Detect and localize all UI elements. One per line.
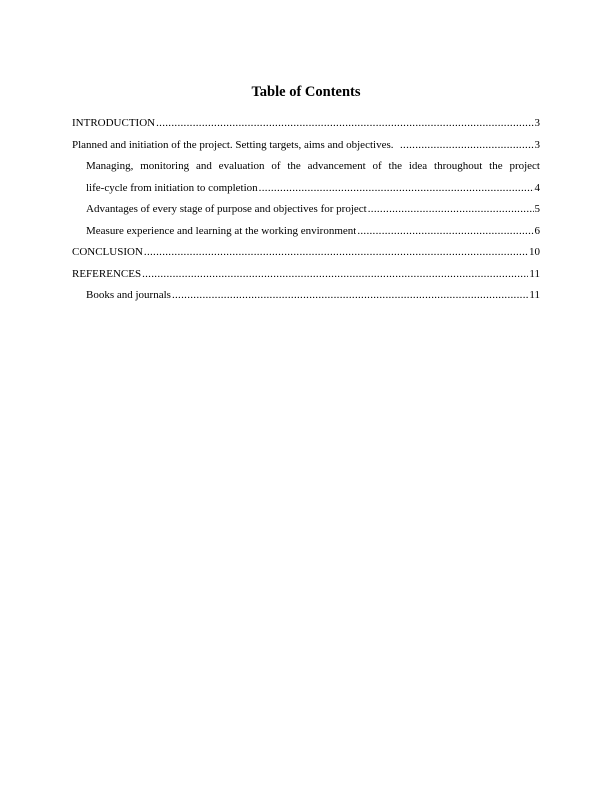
toc-entry-second-line xyxy=(86,178,540,200)
toc-dot-leader xyxy=(357,221,533,243)
toc-page-number: 4 xyxy=(534,181,540,194)
toc-entry-label-line2: life-cycle from initiation to completion xyxy=(86,181,258,194)
toc-dot-leader xyxy=(144,242,528,264)
toc-entry-advantages[interactable] xyxy=(72,199,540,221)
toc-entry-introduction[interactable] xyxy=(72,113,540,135)
toc-entry-label: INTRODUCTION xyxy=(72,117,156,129)
toc-dot-leader xyxy=(259,178,534,200)
toc-dot-leader xyxy=(156,113,533,135)
toc-entry-conclusion[interactable] xyxy=(72,242,540,264)
toc-entry-label: Measure experience and learning at the working environment xyxy=(86,224,357,237)
toc-entry-label: REFERENCES xyxy=(72,267,142,280)
toc-page-number: 11 xyxy=(529,289,540,301)
toc-entry-planned-initiation[interactable] xyxy=(72,135,540,157)
toc-dot-leader xyxy=(142,264,528,286)
toc-title: Table of Contents xyxy=(251,84,361,100)
toc-entry-label-line1: Managing, monitoring and evaluation of the advancement of the idea throughout the project xyxy=(86,160,540,172)
toc-dot-leader xyxy=(368,199,534,221)
toc-entry-label: Books and journals xyxy=(86,289,171,301)
toc-entry-references[interactable] xyxy=(72,264,540,286)
toc-dot-leader xyxy=(172,285,528,307)
toc-dot-leader xyxy=(400,135,534,157)
toc-page-number: 5 xyxy=(534,203,540,215)
toc-entry-managing-monitoring[interactable] xyxy=(72,156,540,199)
toc-entry-books-journals[interactable] xyxy=(72,285,540,307)
toc-page-number: 11 xyxy=(529,267,540,280)
toc-page-number: 3 xyxy=(534,138,540,151)
toc-entry-measure-experience[interactable] xyxy=(72,221,540,243)
table-of-contents xyxy=(72,113,540,307)
toc-page-number: 10 xyxy=(529,246,540,258)
toc-entry-label: Advantages of every stage of purpose and objectives for project xyxy=(86,203,367,215)
toc-page-number: 6 xyxy=(534,224,540,237)
toc-entry-label: CONCLUSION xyxy=(72,246,143,258)
toc-page-number: 3 xyxy=(534,117,540,129)
toc-entry-label: Planned and initiation of the project. Setting targets, aims and objectives. xyxy=(72,138,399,151)
